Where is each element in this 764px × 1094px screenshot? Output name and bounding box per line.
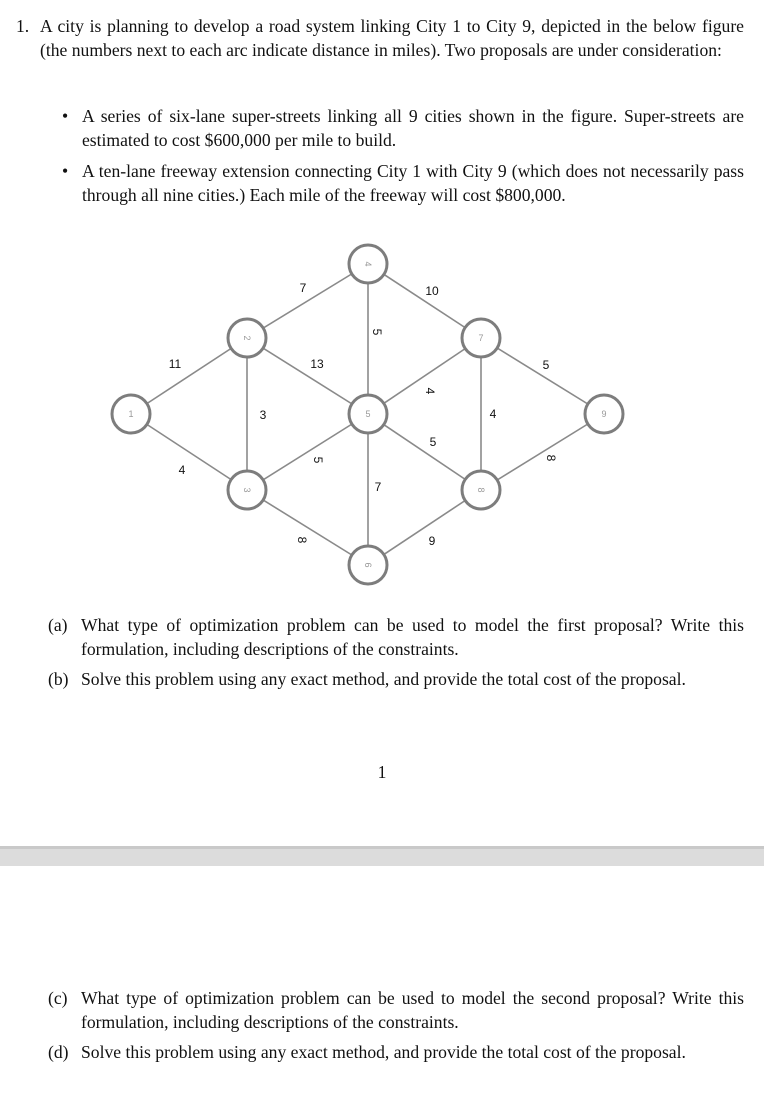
proposal-text: A series of six-lane super-streets linking all 9 cities shown in the figure. Super-streets are estimated to cost $600,000 per mile to build. xyxy=(82,106,744,150)
page-number: 1 xyxy=(377,762,387,782)
question-label: (b) xyxy=(48,669,69,689)
city-node-8 xyxy=(462,471,500,509)
edge-weight-label: 11 xyxy=(168,357,182,371)
road-edge-2-5 xyxy=(247,338,368,414)
city-node-9 xyxy=(585,395,623,433)
road-edge-3-5 xyxy=(247,414,368,490)
question-text: Solve this problem using any exact method, and provide the total cost of the proposal. xyxy=(81,669,686,689)
page-separator xyxy=(0,846,764,866)
road-edge-1-2 xyxy=(131,338,247,414)
edge-weight-label: 4 xyxy=(423,387,437,395)
city-label: 6 xyxy=(363,562,373,568)
page-separator-shadow xyxy=(0,846,764,849)
question-label: (d) xyxy=(48,1042,69,1062)
problem-number: 1. xyxy=(16,16,30,36)
edge-weight-label: 5 xyxy=(311,456,325,464)
edge-weight-label: 8 xyxy=(295,536,309,544)
city-label: 1 xyxy=(128,409,134,419)
question-label: (a) xyxy=(48,615,68,635)
edge-weight-label: 7 xyxy=(299,281,307,295)
city-node-5 xyxy=(349,395,387,433)
edge-weight-label: 10 xyxy=(425,284,439,298)
question-label: (c) xyxy=(48,988,68,1008)
question-b xyxy=(48,667,744,691)
city-label: 5 xyxy=(365,409,371,419)
bullet-icon: • xyxy=(62,161,69,181)
city-node-1 xyxy=(112,395,150,433)
city-node-4 xyxy=(349,245,387,283)
city-node-2 xyxy=(228,319,266,357)
edge-weight-label: 9 xyxy=(428,534,436,548)
question-a xyxy=(48,613,744,661)
edge-weight-label: 8 xyxy=(544,454,558,462)
question-text: What type of optimization problem can be used to model the second proposal? Write this formulation, including descriptions of the constraints. xyxy=(81,988,744,1032)
question-c xyxy=(48,986,744,1034)
edge-weight-label: 5 xyxy=(429,435,437,449)
road-edge-1-3 xyxy=(131,414,247,490)
city-label: 7 xyxy=(478,333,484,343)
problem-text: A city is planning to develop a road system linking City 1 to City 9, depicted in the below figure (the numbers next to each arc indicate distance in miles). Two proposals are under consideration: xyxy=(40,16,744,60)
question-text: What type of optimization problem can be used to model the first proposal? Write this formulation, including descriptions of the constraints. xyxy=(81,615,744,659)
road-edge-8-9 xyxy=(481,414,604,490)
city-label: 9 xyxy=(601,409,607,419)
city-node-6 xyxy=(349,546,387,584)
edge-weight-label: 5 xyxy=(542,358,550,372)
question-d xyxy=(48,1040,744,1064)
road-edge-7-9 xyxy=(481,338,604,414)
bullet-icon: • xyxy=(62,106,69,126)
edge-weight-label: 13 xyxy=(310,357,324,371)
road-edge-2-4 xyxy=(247,264,368,338)
edge-weight-label: 3 xyxy=(259,408,267,422)
question-text: Solve this problem using any exact method, and provide the total cost of the proposal. xyxy=(81,1042,686,1062)
edge-weight-label: 4 xyxy=(178,463,186,477)
proposal-text: A ten-lane freeway extension connecting City 1 with City 9 (which does not necessarily pass through all nine cities.) Each mile of the freeway will cost $800,000. xyxy=(82,161,744,205)
edge-weight-label: 4 xyxy=(489,407,497,421)
page-2 xyxy=(0,866,764,1094)
edge-weight-label: 7 xyxy=(374,480,382,494)
city-label: 4 xyxy=(363,261,373,267)
road-edge-3-6 xyxy=(247,490,368,565)
city-label: 3 xyxy=(242,487,252,493)
city-node-7 xyxy=(462,319,500,357)
city-node-3 xyxy=(228,471,266,509)
edge-weight-label: 5 xyxy=(370,328,384,336)
city-label: 2 xyxy=(242,335,252,341)
city-label: 8 xyxy=(476,487,486,493)
